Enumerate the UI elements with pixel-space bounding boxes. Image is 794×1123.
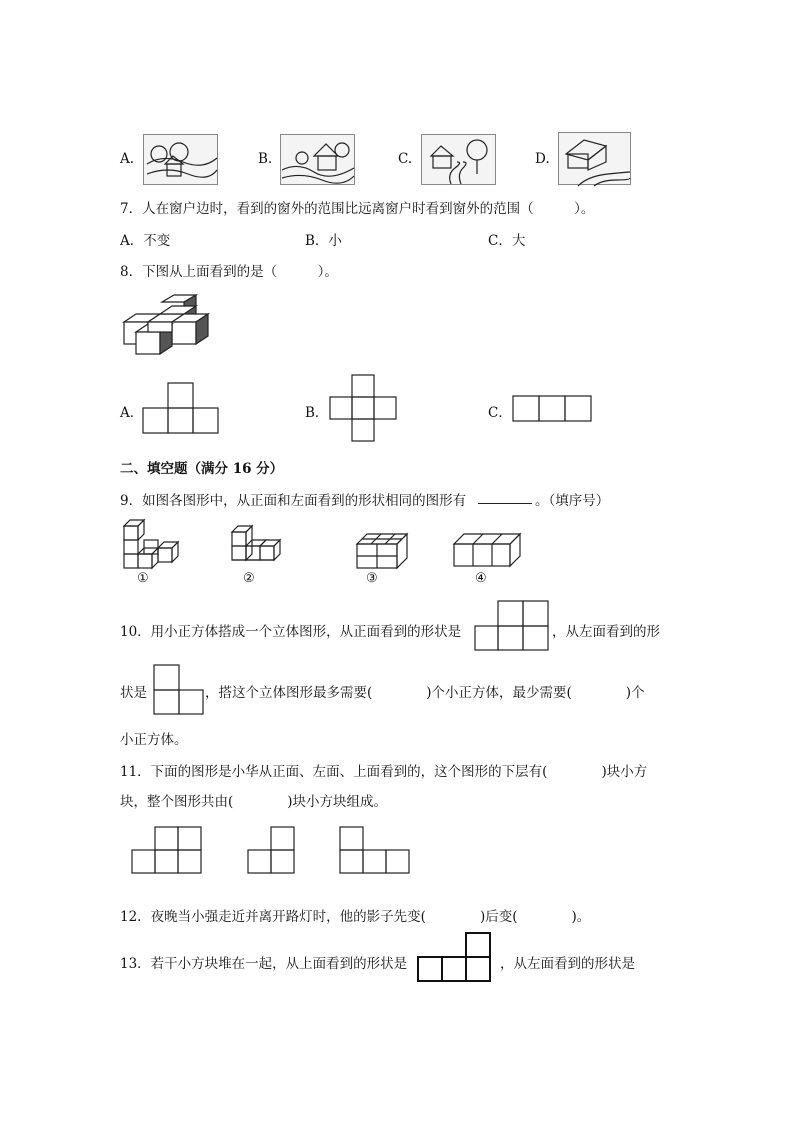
q6-option-d-label: D. — [535, 151, 550, 167]
q6-option-c-label: C. — [398, 151, 413, 167]
house-river-scene-icon — [280, 134, 356, 186]
q9-figure-label-1: ① — [137, 571, 149, 586]
q10-line3: 小正方体。 — [120, 732, 188, 748]
house-road-scene-icon — [558, 132, 632, 186]
q10-line1-end: ，从左面看到的形 — [552, 624, 660, 640]
q7-option-b: B．小 — [305, 233, 342, 249]
q9-figure-3 — [355, 530, 411, 572]
cube-cross-figure — [122, 294, 214, 356]
q11-left-view-figure — [247, 826, 295, 874]
q11-line1: 11．下面的图形是小华从正面、左面、上面看到的，这个图形的下层有( )块小方 — [120, 764, 648, 780]
q6-option-a-label: A. — [120, 151, 135, 167]
house-path-scene-icon — [421, 134, 497, 186]
q10-line1: 10．用小正方体搭成一个立体图形，从正面看到的形状是 — [120, 624, 462, 640]
q8-option-b-figure — [329, 374, 399, 442]
q10-line2-rest: ，搭这个立体图形最多需要( )个小正方体，最少需要( )个 — [205, 685, 645, 701]
q11-top-view-figure — [339, 826, 411, 874]
q9-figure-4 — [452, 530, 524, 572]
q9-figure-label-2: ② — [243, 571, 255, 586]
q10-line2-start: 状是 — [120, 685, 147, 701]
q9-figure-label-3: ③ — [366, 571, 378, 586]
q10-front-view-figure — [474, 600, 550, 652]
q9-figure-1 — [120, 518, 178, 574]
q9-figure-2 — [230, 524, 290, 574]
q6-option-b-label: B. — [258, 151, 273, 167]
q8-text: 8．下图从上面看到的是（ ）。 — [120, 264, 338, 280]
q7-option-a: A．不变 — [120, 233, 171, 249]
q9-figure-label-4: ④ — [475, 571, 487, 586]
q13-top-view-figure — [416, 932, 492, 984]
house-tree-scene-icon — [143, 134, 219, 186]
q11-front-view-figure — [131, 826, 203, 874]
q8-option-b: B． — [305, 405, 329, 421]
q8-option-a: A． — [120, 405, 144, 421]
q12-text: 12．夜晚当小强走近并离开路灯时，他的影子先变( )后变( )。 — [120, 909, 591, 925]
q9-answer-blank[interactable] — [478, 503, 532, 504]
q11-line2: 块，整个图形共由( )块小方块组成。 — [120, 794, 388, 810]
q9-text-before: 9．如图各图形中，从正面和左面看到的形状相同的图形有 — [120, 493, 467, 509]
q13-text-before: 13．若干小方块堆在一起，从上面看到的形状是 — [120, 956, 408, 972]
section-2-heading: 二、填空题（满分 16 分） — [120, 461, 284, 477]
q7-option-c: C．大 — [488, 233, 526, 249]
q10-left-view-figure — [153, 664, 205, 716]
q8-option-a-figure — [142, 382, 220, 434]
q7-text: 7．人在窗户边时，看到的窗外的范围比远离窗户时看到窗外的范围（ ）。 — [120, 201, 595, 217]
q13-text-after: ，从左面看到的形状是 — [500, 956, 635, 972]
q8-option-c-figure — [512, 395, 592, 423]
q8-option-c: C． — [488, 405, 512, 421]
q9-text-after: 。（填序号） — [535, 493, 610, 509]
